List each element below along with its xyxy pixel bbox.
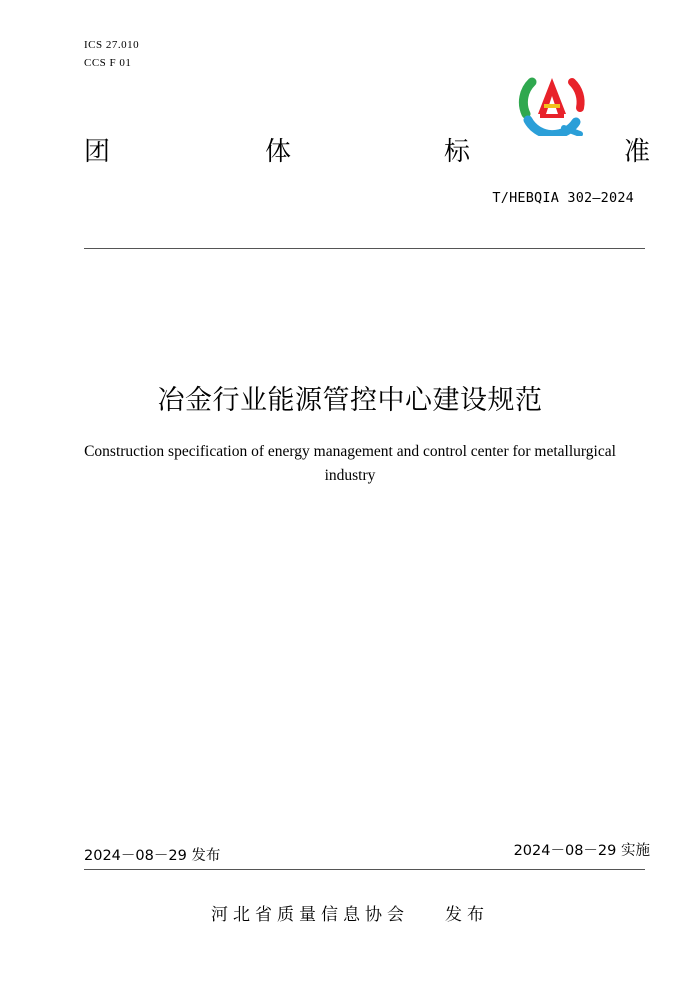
ccs-code: CCS F 01 [84, 57, 132, 69]
logo-green-arc [523, 82, 532, 114]
footer-divider [84, 869, 645, 870]
publisher-action: 发布 [445, 905, 489, 925]
standard-type-char-1: 团 [84, 137, 111, 167]
standard-type-char-3: 标 [444, 137, 471, 167]
classification-codes [84, 36, 139, 72]
header-divider [84, 248, 645, 249]
title-english: Construction specification of energy management and control center for metallurgical industry [84, 443, 616, 484]
logo-yellow-bar [544, 104, 560, 108]
ics-code: ICS 27.010 [84, 39, 140, 51]
standard-code: T/HEBQIA 302—2024 [492, 190, 634, 206]
standard-type-char-4: 准 [624, 137, 651, 167]
title-chinese: 冶金行业能源管控中心建设规范 [157, 385, 543, 416]
publish-date: 2024－08－29 发布 [84, 848, 221, 864]
publisher-org: 河北省质量信息协会 [211, 905, 409, 925]
logo-red-arc [572, 82, 581, 108]
logo-red-a-mark [538, 78, 566, 114]
publisher [0, 900, 700, 925]
association-logo-icon [518, 72, 586, 136]
standard-type-char-2: 体 [265, 137, 292, 167]
implement-date: 2024－08－29 实施 [513, 843, 650, 859]
logo-base [540, 114, 564, 118]
